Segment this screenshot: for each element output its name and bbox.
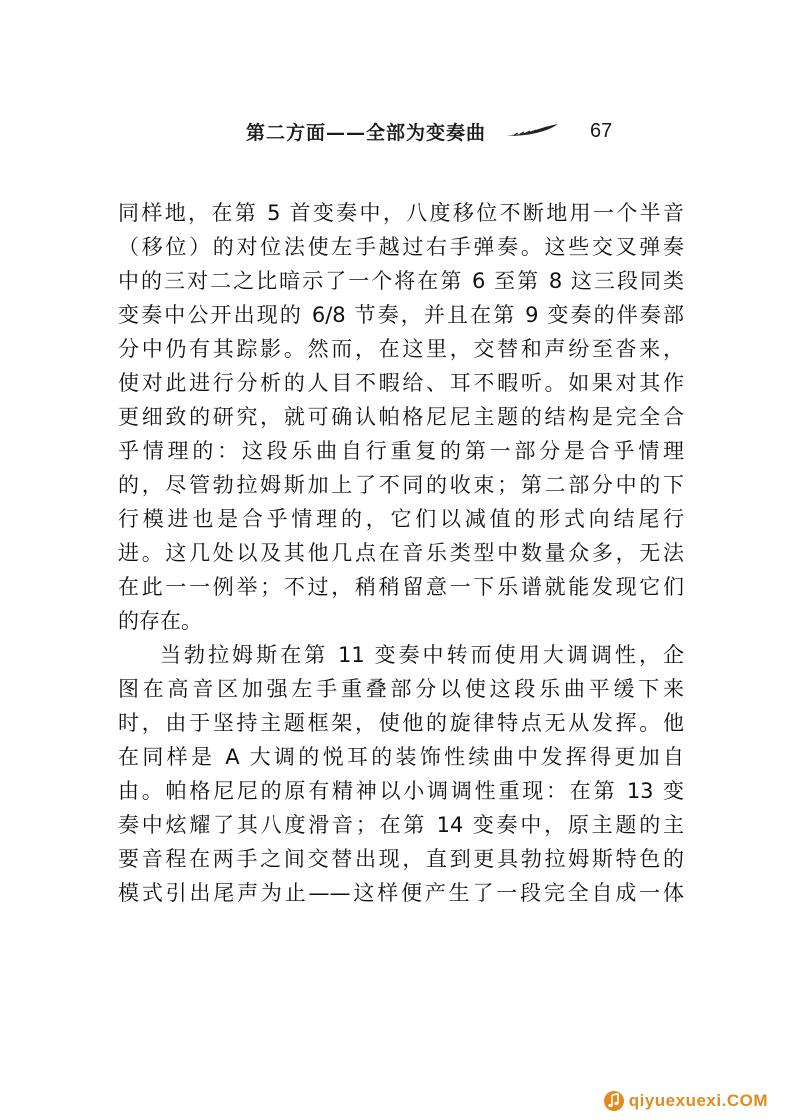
text-line: 乎情理的：这段乐曲自行重复的第一部分是合乎情理: [118, 439, 684, 463]
watermark-text: qiyuexuexi.COM: [628, 1091, 768, 1110]
text-line: 要音程在两手之间交替出现，直到更具勃拉姆斯特色的: [118, 847, 684, 871]
text-line: （移位）的对位法使左手越过右手弹奏。这些交叉弹奏: [118, 235, 684, 259]
text-line: 图在高音区加强左手重叠部分以使这段乐曲平缓下来: [118, 677, 684, 701]
text-line: 时，由于坚持主题框架，使他的旋律特点无从发挥。他: [118, 711, 684, 735]
text-line: 行模进也是合乎情理的，它们以减值的形式向结尾行: [118, 507, 684, 531]
text-line: 中的三对二之比暗示了一个将在第 6 至第 8 这三段同类: [118, 269, 684, 293]
text-line: 进。这几处以及其他几点在音乐类型中数量众多，无法: [118, 541, 684, 565]
text-line: 当勃拉姆斯在第 11 变奏中转而使用大调调性，企: [160, 643, 684, 667]
text-line: 的，尽管勃拉姆斯加上了不同的收束；第二部分中的下: [118, 473, 684, 497]
paragraph-2: [118, 638, 684, 910]
paragraph-1: [118, 196, 684, 638]
text-line: 模式引出尾声为止——这样便产生了一段完全自成一体: [118, 881, 684, 905]
music-note-logo-icon: [603, 1090, 625, 1112]
body-text: [118, 196, 684, 910]
site-watermark: [603, 1090, 768, 1112]
text-line: 分中仍有其踪影。然而，在这里，交替和声纷至沓来，: [118, 337, 684, 361]
page-number: 67: [590, 119, 613, 142]
text-line: 奏中炫耀了其八度滑音；在第 14 变奏中，原主题的主: [118, 813, 684, 837]
text-line: 在此一一例举；不过，稍稍留意一下乐谱就能发现它们: [118, 575, 684, 599]
text-line: 同样地，在第 5 首变奏中，八度移位不断地用一个半音: [118, 201, 684, 225]
text-line: 更细致的研究，就可确认帕格尼尼主题的结构是完全合: [118, 405, 684, 429]
running-header: [246, 114, 612, 148]
chapter-title: 第二方面——全部为变奏曲: [246, 121, 487, 144]
text-line: 变奏中公开出现的 6/8 节奏，并且在第 9 变奏的伴奏部: [118, 303, 684, 327]
text-line: 由。帕格尼尼的原有精神以小调调性重现：在第 13 变: [118, 779, 684, 803]
text-line: 在同样是 A 大调的悦耳的装饰性续曲中发挥得更加自: [118, 745, 684, 769]
quill-flourish-icon: [504, 123, 560, 139]
text-line: 使对此进行分析的人目不暇给、耳不暇听。如果对其作: [118, 371, 684, 395]
text-line: 的存在。: [118, 609, 202, 633]
